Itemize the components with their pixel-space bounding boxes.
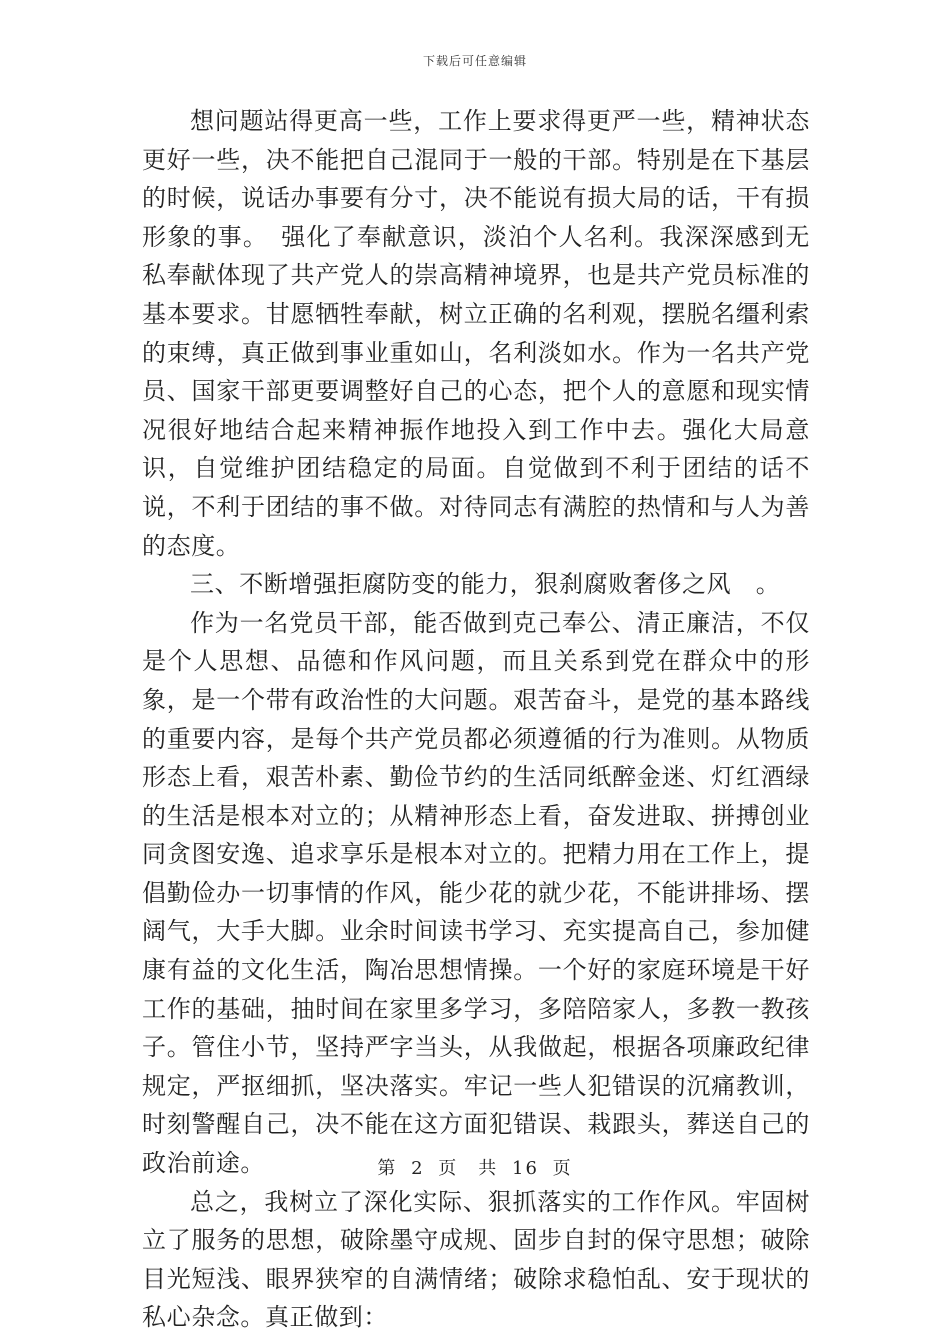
footer-suffix: 页 bbox=[552, 1158, 573, 1179]
footer-prefix: 第 bbox=[377, 1158, 398, 1179]
page-header: 下载后可任意编辑 bbox=[422, 54, 527, 68]
footer-total-pages: 16 bbox=[512, 1158, 539, 1179]
paragraph-4: 总之，我树立了深化实际、狠抓落实的工作作风。牢固树立了服务的思想，破除墨守成规、固步自封的保守思想；破除目光短浅、眼界狭窄的自满情绪；破除求稳怕乱、安于现状的私心杂念。真正做到： bbox=[142, 1187, 810, 1332]
page-footer bbox=[0, 1154, 950, 1180]
paragraph-3: 作为一名党员干部，能否做到克己奉公、清正廉洁，不仅是个人思想、品德和作风问题，而且关系到党在群众中的形象，是一个带有政治性的大问题。艰苦奋斗，是党的基本路线的重要内容，是每个共产党员都必须遵循的行为准则。从物质形态上看，艰苦朴素、勤俭节约的生活同纸醉金迷、灯红酒绿的生活是根本对立的；从精神形态上看，奋发进取、拼搏创业同贪图安逸、追求享乐是根本对立的。把精力用在工作上，提倡勤俭办一切事情的作风，能少花的就少花，不能讲排场、摆阔气，大手大脚。业余时间读书学习、充实提高自己，参加健康有益的文化生活，陶冶思想情操。一个好的家庭环境是干好工作的基础，抽时间在家里多学习，多陪陪家人，多教一教孩子。管住小节，坚持严字当头，从我做起，根据各项廉政纪律规定，严抠细抓，坚决落实。牢记一些人犯错误的沉痛教训，时刻警醒自己，决不能在这方面犯错误、栽跟头，葬送自己的政治前途。 bbox=[142, 608, 810, 1178]
footer-page-number: 2 bbox=[411, 1158, 425, 1179]
footer-middle: 页 共 bbox=[438, 1158, 499, 1179]
document-body bbox=[142, 102, 810, 1337]
paragraph-1: 想问题站得更高一些，工作上要求得更严一些，精神状态更好一些，决不能把自己混同于一般的干部。特别是在下基层的时候，说话办事要有分寸，决不能说有损大局的话，干有损形象的事。 强化了奉献意识，淡泊个人名利。我深深感到无私奉献体现了共产党人的崇高精神境界，也是共产党员标准的基本要求。甘愿牺牲奉献，树立正确的名利观，摆脱名缰利索的束缚，真正做到事业重如山，名利淡如水。作为一名共产党员、国家干部更要调整好自己的心态，把个人的意愿和现实情况很好地结合起来精神振作地投入到工作中去。强化大局意识，自觉维护团结稳定的局面。自觉做到不利于团结的话不说，不利于团结的事不做。对待同志有满腔的热情和与人为善的态度。 bbox=[142, 107, 810, 560]
paragraph-2-heading: 三、不断增强拒腐防变的能力，狠刹腐败奢侈之风 。 bbox=[190, 570, 781, 599]
